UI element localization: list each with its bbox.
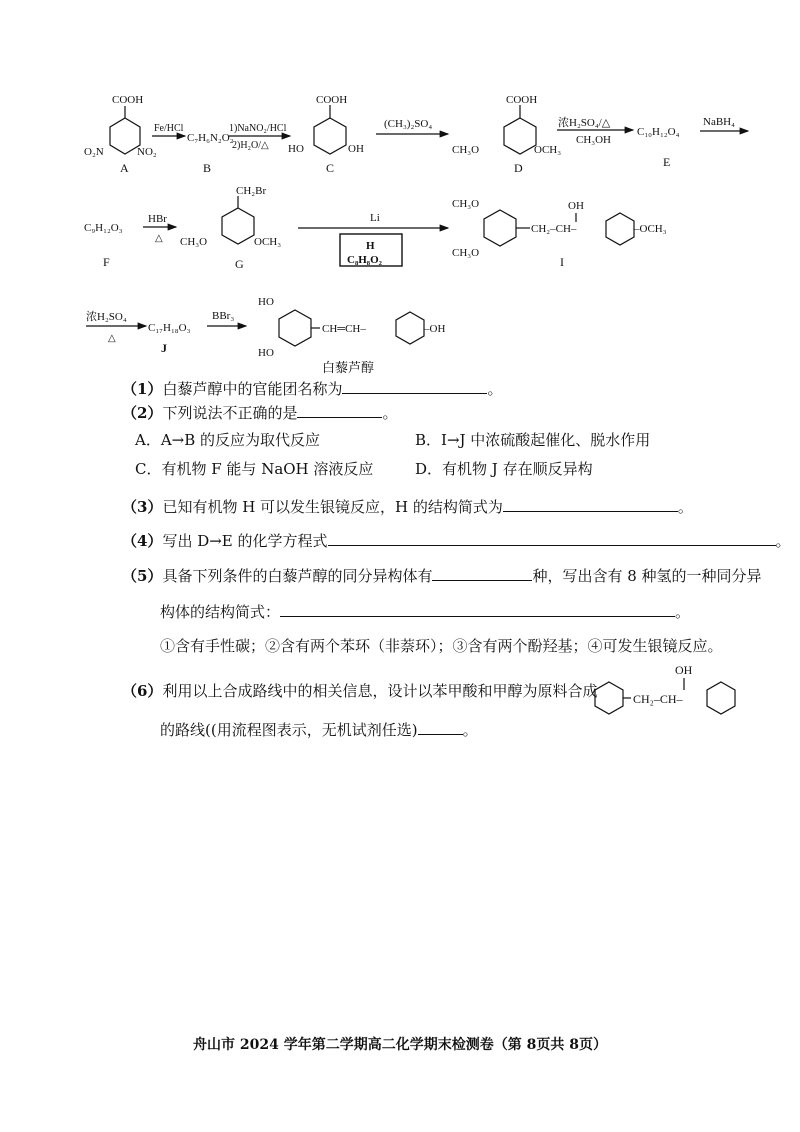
- question-6-line2: 的路线((用流程图表示，无机试剂任选) 。: [160, 721, 478, 739]
- question-3: （3）已知有机物 H 可以发生银镜反应，H 的结构简式为 。: [122, 498, 693, 516]
- reagent-heat-2: △: [108, 333, 116, 344]
- label-D: D: [514, 161, 523, 175]
- D-och3: OCH₃: [534, 144, 562, 156]
- target-ring-right: [707, 682, 735, 714]
- formula-J: C₁₇H₁₈O₃: [148, 322, 191, 334]
- question-5: （5）具备下列条件的白藜芦醇的同分异构体有 种，写出含有 8 种氢的一种同分异: [122, 567, 762, 585]
- formula-F: C₉H₁₂O₃: [84, 222, 123, 234]
- question-1: （1）白藜芦醇中的官能团名称为 。: [122, 380, 503, 398]
- A-cooh: COOH: [112, 94, 144, 106]
- target-oh: OH: [675, 663, 693, 677]
- R-ho-bottom: HO: [258, 347, 274, 359]
- ring-C: [314, 118, 346, 154]
- reagent-hbr: HBr: [148, 213, 167, 225]
- G-ch2br: CH₂Br: [236, 185, 267, 197]
- synthesis-scheme: [0, 0, 800, 380]
- A-o2n: O₂N: [84, 146, 104, 158]
- label-A: A: [120, 161, 129, 175]
- ring-R-left: [279, 310, 311, 346]
- ring-I-left: [484, 210, 516, 246]
- question-4: （4）写出 D→E 的化学方程式 。: [122, 532, 791, 550]
- target-structure: [587, 660, 747, 716]
- target-ring-left: [595, 682, 623, 714]
- ring-R-right: [396, 312, 424, 344]
- option-A: A．A→B 的反应为取代反应: [135, 431, 321, 449]
- question-5-conditions: ①含有手性碳；②含有两个苯环（非萘环）；③含有两个酚羟基；④可发生银镜反应。: [160, 637, 723, 655]
- box-H: H: [366, 240, 375, 252]
- I-oh: OH: [568, 200, 584, 212]
- G-ch3o: CH₃O: [180, 236, 208, 248]
- reagent-ch3oh: CH₃OH: [576, 134, 612, 146]
- I-chain: CH₂–CH–: [531, 223, 577, 235]
- answer-blank-4[interactable]: [328, 530, 776, 546]
- reagent-bbr3: BBr₃: [212, 310, 235, 322]
- I-ch3o-bottom: CH₃O: [452, 247, 480, 259]
- ring-A: [110, 118, 140, 154]
- label-B: B: [203, 161, 212, 175]
- R-ho-top: HO: [258, 296, 274, 308]
- I-och3: –OCH₃: [634, 223, 667, 235]
- target-chain: CH₂–CH–: [633, 692, 683, 706]
- box-H-formula: C₈H₈O₂: [347, 254, 382, 266]
- reagent-me2so4: (CH₃)₂SO₄: [384, 118, 433, 130]
- reagent-h2o: 2)H₂O/△: [232, 140, 269, 151]
- reagent-h2so4-2: 浓H₂SO₄: [86, 311, 127, 323]
- C-cooh: COOH: [316, 94, 348, 106]
- R-oh: –OH: [424, 323, 446, 335]
- formula-E: C₁₀H₁₂O₄: [637, 126, 680, 138]
- option-B: B．I→J 中浓硫酸起催化、脱水作用: [415, 431, 651, 449]
- label-E: E: [663, 155, 671, 169]
- reagent-nano2: 1)NaNO₂/HCl: [229, 123, 287, 134]
- C-ho: HO: [288, 143, 304, 155]
- reagent-nabh4: NaBH₄: [703, 116, 735, 128]
- label-I: I: [560, 255, 564, 269]
- label-F: F: [103, 255, 110, 269]
- option-C: C．有机物 F 能与 NaOH 溶液反应: [135, 460, 374, 478]
- answer-blank-1[interactable]: [342, 378, 487, 394]
- question-6: （6）利用以上合成路线中的相关信息，设计以苯甲酸和甲醇为原料合成: [122, 682, 598, 700]
- label-resveratrol: 白藜芦醇: [322, 360, 375, 375]
- ring-D: [504, 118, 536, 154]
- formula-B: C₇H₆N₂O₂: [187, 132, 234, 144]
- question-2: （2）下列说法不正确的是 。: [122, 404, 398, 422]
- option-D: D．有机物 J 存在顺反异构: [415, 460, 593, 478]
- reagent-li: Li: [370, 212, 380, 224]
- D-cooh: COOH: [506, 94, 538, 106]
- I-ch3o-top: CH₃O: [452, 198, 480, 210]
- answer-blank-2[interactable]: [297, 402, 382, 418]
- reagent-fe-hcl: Fe/HCl: [154, 123, 184, 134]
- question-5-line2: 构体的结构简式： 。: [160, 603, 691, 621]
- label-C: C: [326, 161, 335, 175]
- ring-G: [222, 208, 254, 244]
- ring-I-right: [606, 213, 634, 245]
- label-J: J: [161, 341, 167, 355]
- answer-blank-5a[interactable]: [432, 565, 532, 581]
- answer-blank-6[interactable]: [418, 719, 463, 735]
- C-oh: OH: [348, 143, 364, 155]
- reagent-h2so4: 浓H₂SO₄/△: [558, 117, 611, 129]
- D-ch3o: CH₃O: [452, 144, 480, 156]
- answer-blank-5b[interactable]: [280, 601, 675, 617]
- G-och3: OCH₃: [254, 236, 282, 248]
- label-G: G: [235, 257, 244, 271]
- reagent-heat: △: [155, 233, 163, 244]
- A-no2: NO₂: [137, 146, 157, 158]
- page-footer: 舟山市 2024 学年第二学期高二化学期末检测卷（第 8页共 8页）: [193, 1037, 607, 1053]
- answer-blank-3[interactable]: [503, 496, 678, 512]
- R-chain: CH═CH–: [322, 323, 366, 335]
